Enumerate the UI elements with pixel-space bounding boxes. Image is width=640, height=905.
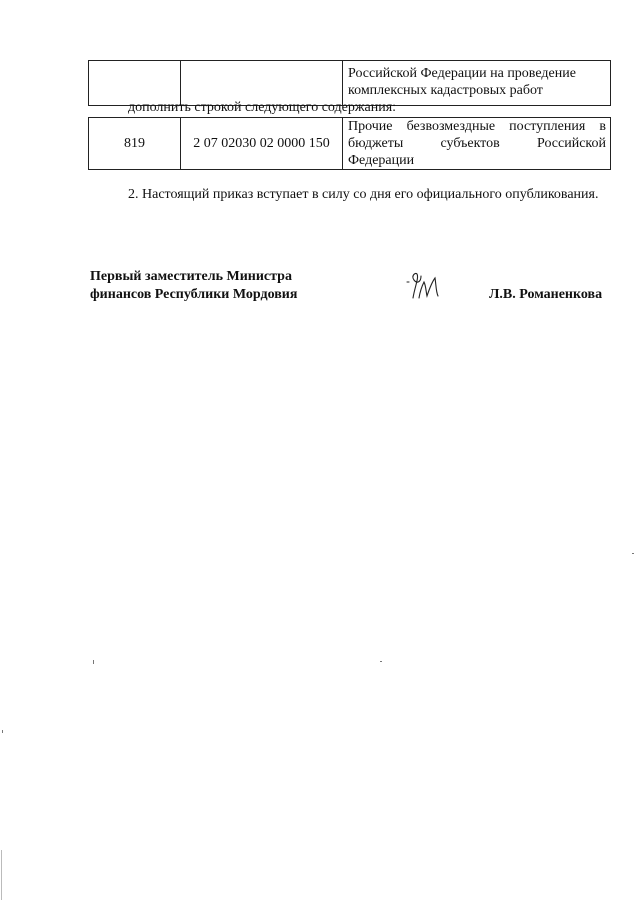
insertion-caption: дополнить строкой следующего содержания: <box>128 100 397 115</box>
revenue-name-line: Прочие безвозмездные поступления в <box>348 119 606 134</box>
scan-speck <box>632 553 634 554</box>
scan-speck <box>380 661 382 662</box>
paragraph-text: 2. Настоящий приказ вступает в силу со дня его официального опубликования. <box>128 187 599 202</box>
kbk-code-cell: 2 07 02030 02 0000 150 <box>181 118 343 170</box>
handwritten-signature <box>405 268 461 306</box>
table-cell-name: Российской Федерации на проведение комплексных кадастровых работ <box>343 61 611 106</box>
table-cell-code <box>89 61 181 106</box>
scan-speck <box>2 730 3 733</box>
table-row <box>89 118 611 170</box>
scan-edge <box>1 850 2 900</box>
revenue-name-cell <box>343 118 611 170</box>
table-cell-kbk <box>181 61 343 106</box>
table-row <box>89 61 611 106</box>
signatory-title-line: Первый заместитель Министра <box>90 269 292 284</box>
signatory-name: Л.В. Романенкова <box>489 287 603 302</box>
scan-speck <box>93 660 94 664</box>
signatory-title-line: финансов Республики Мордовия <box>90 287 298 302</box>
admin-code-cell: 819 <box>89 118 181 170</box>
paragraph-effective-date <box>88 185 610 205</box>
revenue-name-line: бюджеты субъектов Российской <box>348 136 606 151</box>
revenue-name-line: Федерации <box>348 153 415 168</box>
table-new-row <box>88 117 611 170</box>
signatory-title <box>90 268 297 304</box>
